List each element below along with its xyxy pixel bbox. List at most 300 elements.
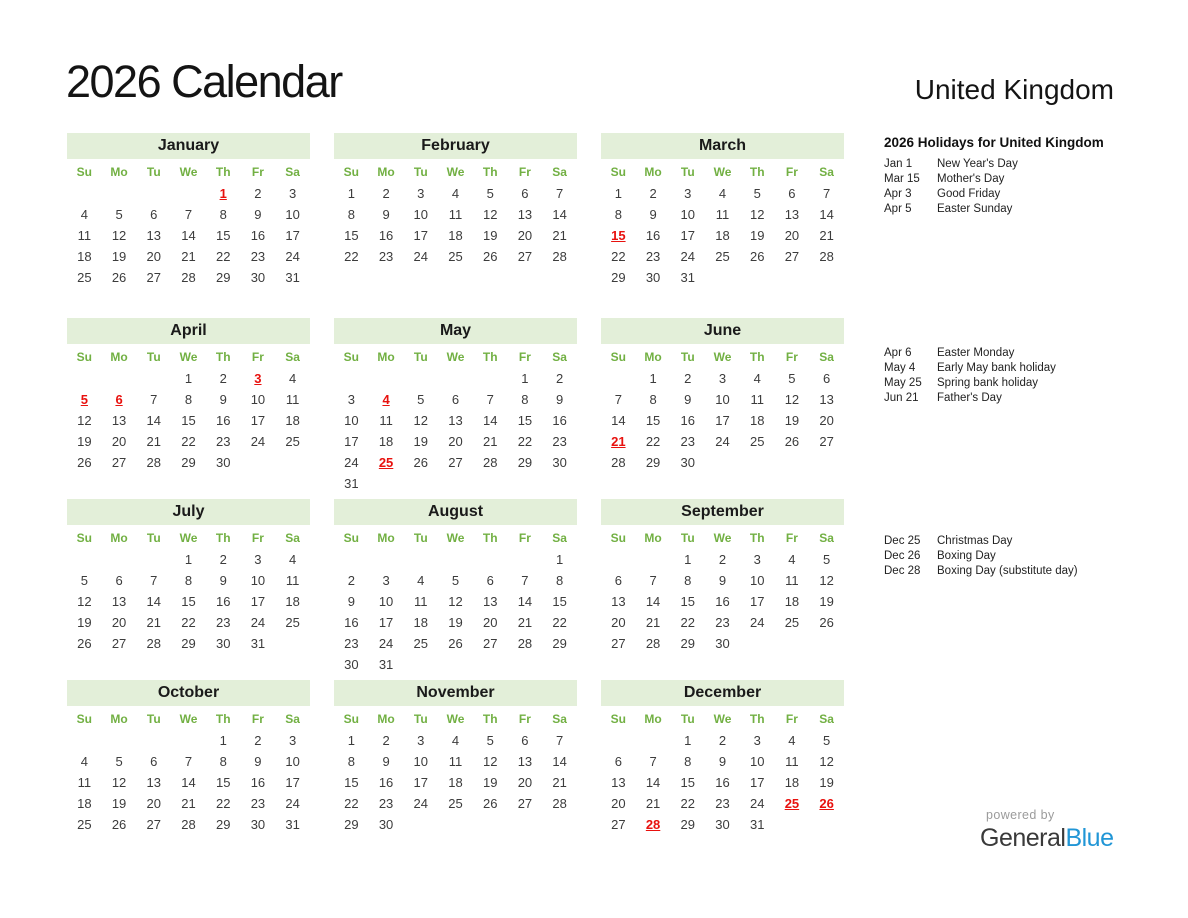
empty-cell xyxy=(136,730,171,751)
date-cell: 29 xyxy=(215,270,231,285)
date-cell: 26 xyxy=(819,615,834,630)
brand-logo xyxy=(980,824,1114,853)
empty-cell xyxy=(369,549,404,570)
date-cell: 2 xyxy=(219,552,227,567)
date-cell: 9 xyxy=(382,754,390,769)
date-cell: 24 xyxy=(680,249,696,264)
date-cell: 1 xyxy=(556,552,564,567)
holiday-item xyxy=(884,202,1018,217)
empty-cell xyxy=(438,368,473,389)
month-september xyxy=(601,499,844,654)
date-cell: 4 xyxy=(718,186,727,201)
date-cell: 16 xyxy=(715,594,730,609)
date-cell: 5 xyxy=(823,552,831,567)
date-cell: 7 xyxy=(649,573,657,588)
date-cell: 31 xyxy=(749,817,765,832)
weekday-label: Th xyxy=(749,531,765,545)
date-cell: 31 xyxy=(378,657,394,672)
date-cell: 27 xyxy=(482,636,498,651)
month-title: August xyxy=(334,499,577,525)
holiday-date-cell: 28 xyxy=(645,817,661,832)
date-cell: 26 xyxy=(482,796,498,811)
holiday-date-label: Jan 1 xyxy=(884,158,913,170)
holiday-date-cell: 1 xyxy=(219,186,227,201)
date-cell: 18 xyxy=(77,796,92,811)
date-cell: 18 xyxy=(715,228,730,243)
date-cell: 28 xyxy=(552,796,567,811)
weekday-label: Su xyxy=(343,165,360,179)
date-cell: 9 xyxy=(382,207,390,222)
weekday-label: Fr xyxy=(785,350,798,364)
date-cell: 11 xyxy=(750,392,764,407)
empty-cell xyxy=(136,549,171,570)
holiday-date-label: Apr 5 xyxy=(884,203,912,215)
weekday-label: Mo xyxy=(644,531,662,545)
date-cell: 7 xyxy=(649,754,657,769)
date-cell: 22 xyxy=(645,434,661,449)
date-cell: 27 xyxy=(111,455,127,470)
weekday-label: Mo xyxy=(110,165,128,179)
date-cell: 30 xyxy=(715,636,730,651)
date-cell: 17 xyxy=(413,228,429,243)
date-cell: 17 xyxy=(378,615,394,630)
holiday-date-cell: 21 xyxy=(611,434,626,449)
empty-cell xyxy=(473,368,508,389)
date-cell: 6 xyxy=(150,754,158,769)
date-cell: 16 xyxy=(715,775,730,790)
weekday-label: Th xyxy=(482,712,498,726)
date-cell: 23 xyxy=(552,434,567,449)
date-cell: 6 xyxy=(823,371,831,386)
date-cell: 18 xyxy=(77,249,92,264)
date-cell: 24 xyxy=(285,249,300,264)
date-cell: 14 xyxy=(482,413,498,428)
holiday-name-label: Christmas Day xyxy=(937,535,1013,547)
date-cell: 5 xyxy=(486,186,494,201)
date-cell: 4 xyxy=(289,371,297,386)
date-cell: 24 xyxy=(413,796,429,811)
date-cell: 29 xyxy=(680,817,696,832)
month-title: July xyxy=(67,499,310,525)
date-cell: 5 xyxy=(115,754,123,769)
date-cell: 23 xyxy=(250,796,266,811)
weekday-label: Mo xyxy=(377,165,395,179)
date-cell: 15 xyxy=(552,594,567,609)
date-cell: 24 xyxy=(413,249,429,264)
date-cell: 17 xyxy=(285,775,300,790)
weekday-label: Th xyxy=(749,350,765,364)
date-cell: 12 xyxy=(784,392,800,407)
date-cell: 3 xyxy=(347,392,355,407)
date-cell: 3 xyxy=(753,552,761,567)
date-cell: 1 xyxy=(521,371,529,386)
date-cell: 11 xyxy=(77,775,92,790)
date-cell: 16 xyxy=(378,775,394,790)
date-cell: 16 xyxy=(215,413,231,428)
date-cell: 18 xyxy=(749,413,765,428)
holiday-date-label: Mar 15 xyxy=(884,173,920,185)
date-cell: 5 xyxy=(753,186,761,201)
date-cell: 22 xyxy=(181,434,196,449)
date-cell: 12 xyxy=(819,754,834,769)
date-cell: 2 xyxy=(254,186,262,201)
month-march xyxy=(601,133,844,288)
date-cell: 11 xyxy=(285,392,300,407)
date-cell: 19 xyxy=(111,796,127,811)
date-cell: 27 xyxy=(146,817,162,832)
date-cell: 9 xyxy=(556,392,564,407)
date-cell: 3 xyxy=(254,552,262,567)
month-title: December xyxy=(601,680,844,706)
date-cell: 19 xyxy=(413,434,429,449)
date-cell: 20 xyxy=(482,615,498,630)
date-cell: 8 xyxy=(684,754,692,769)
date-cell: 29 xyxy=(517,455,533,470)
date-cell: 29 xyxy=(645,455,661,470)
month-title: May xyxy=(334,318,577,344)
date-cell: 30 xyxy=(215,455,231,470)
weekday-label: Fr xyxy=(785,712,798,726)
date-cell: 10 xyxy=(413,207,429,222)
empty-cell xyxy=(403,549,438,570)
date-cell: 26 xyxy=(784,434,800,449)
holiday-date-cell: 3 xyxy=(254,371,262,386)
date-cell: 15 xyxy=(645,413,661,428)
empty-cell xyxy=(67,183,102,204)
date-cell: 8 xyxy=(556,573,564,588)
month-august xyxy=(334,499,577,675)
weekday-label: Sa xyxy=(552,165,567,179)
holidays-group-1 xyxy=(884,157,1018,217)
date-cell: 27 xyxy=(784,249,800,264)
date-cell: 14 xyxy=(552,754,567,769)
date-cell: 5 xyxy=(486,733,494,748)
date-cell: 11 xyxy=(448,207,463,222)
date-cell: 10 xyxy=(250,392,266,407)
weekday-label: Mo xyxy=(110,531,128,545)
date-cell: 14 xyxy=(552,207,567,222)
holiday-item xyxy=(884,549,1078,564)
weekday-label: Tu xyxy=(680,165,695,179)
holiday-name-label: Easter Monday xyxy=(937,347,1015,359)
date-cell: 23 xyxy=(344,636,359,651)
date-cell: 3 xyxy=(289,186,297,201)
weekday-label: Fr xyxy=(518,712,531,726)
date-cell: 29 xyxy=(344,817,359,832)
weekday-label: Su xyxy=(76,712,93,726)
brand-blue-text: Blue xyxy=(1065,824,1114,852)
holiday-item xyxy=(884,391,1056,406)
date-cell: 9 xyxy=(649,207,657,222)
month-day-grid xyxy=(601,344,844,473)
date-cell: 14 xyxy=(645,775,661,790)
holidays-title: 2026 Holidays for United Kingdom xyxy=(884,135,1104,150)
weekday-label: Fr xyxy=(785,165,798,179)
date-cell: 11 xyxy=(414,594,428,609)
date-cell: 20 xyxy=(784,228,800,243)
date-cell: 10 xyxy=(285,207,300,222)
date-cell: 29 xyxy=(611,270,626,285)
weekday-label: Sa xyxy=(552,350,567,364)
date-cell: 27 xyxy=(517,796,533,811)
weekday-label: Th xyxy=(215,350,231,364)
empty-cell xyxy=(171,730,206,751)
holidays-group-2 xyxy=(884,346,1056,406)
date-cell: 29 xyxy=(215,817,231,832)
date-cell: 18 xyxy=(784,775,800,790)
date-cell: 15 xyxy=(344,228,359,243)
date-cell: 28 xyxy=(819,249,834,264)
date-cell: 23 xyxy=(645,249,661,264)
date-cell: 18 xyxy=(413,615,429,630)
date-cell: 12 xyxy=(111,775,127,790)
holiday-date-cell: 26 xyxy=(819,796,834,811)
weekday-label: We xyxy=(179,712,198,726)
date-cell: 30 xyxy=(250,817,266,832)
holiday-name-label: Spring bank holiday xyxy=(937,377,1039,389)
weekday-label: We xyxy=(713,165,732,179)
weekday-label: Sa xyxy=(552,531,567,545)
date-cell: 1 xyxy=(347,186,355,201)
date-cell: 13 xyxy=(517,754,533,769)
date-cell: 25 xyxy=(715,249,730,264)
date-cell: 27 xyxy=(111,636,127,651)
holiday-date-cell: 4 xyxy=(382,392,390,407)
holiday-item xyxy=(884,187,1018,202)
date-cell: 25 xyxy=(413,636,429,651)
date-cell: 15 xyxy=(215,228,231,243)
date-cell: 16 xyxy=(344,615,359,630)
date-cell: 5 xyxy=(823,733,831,748)
empty-cell xyxy=(67,549,102,570)
weekday-label: Sa xyxy=(285,350,300,364)
empty-cell xyxy=(102,368,137,389)
date-cell: 19 xyxy=(819,594,834,609)
date-cell: 10 xyxy=(715,392,730,407)
date-cell: 6 xyxy=(115,573,123,588)
month-title: January xyxy=(67,133,310,159)
weekday-label: Su xyxy=(610,350,627,364)
holiday-date-label: Apr 6 xyxy=(884,347,912,359)
date-cell: 30 xyxy=(250,270,266,285)
page-title: 2026 Calendar xyxy=(66,56,342,107)
date-cell: 6 xyxy=(521,186,529,201)
date-cell: 27 xyxy=(517,249,533,264)
weekday-label: Su xyxy=(76,165,93,179)
month-february xyxy=(334,133,577,267)
date-cell: 1 xyxy=(649,371,657,386)
weekday-label: Mo xyxy=(110,712,128,726)
weekday-label: We xyxy=(713,712,732,726)
holiday-date-label: Jun 21 xyxy=(884,392,919,404)
holiday-date-label: May 4 xyxy=(884,362,916,374)
date-cell: 11 xyxy=(715,207,730,222)
date-cell: 14 xyxy=(517,594,533,609)
weekday-label: Sa xyxy=(552,712,567,726)
date-cell: 5 xyxy=(115,207,123,222)
holiday-date-label: Dec 28 xyxy=(884,565,921,577)
holiday-date-label: Dec 25 xyxy=(884,535,921,547)
date-cell: 7 xyxy=(823,186,831,201)
date-cell: 25 xyxy=(285,615,300,630)
date-cell: 20 xyxy=(111,615,127,630)
weekday-label: Th xyxy=(749,165,765,179)
empty-cell xyxy=(67,368,102,389)
date-cell: 11 xyxy=(785,573,799,588)
date-cell: 25 xyxy=(448,249,463,264)
date-cell: 4 xyxy=(417,573,425,588)
holiday-item xyxy=(884,157,1018,172)
date-cell: 9 xyxy=(718,573,727,588)
empty-cell xyxy=(473,549,508,570)
weekday-label: Fr xyxy=(785,531,798,545)
month-title: October xyxy=(67,680,310,706)
weekday-label: Tu xyxy=(146,531,161,545)
date-cell: 15 xyxy=(181,594,196,609)
weekday-label: Mo xyxy=(644,165,662,179)
date-cell: 7 xyxy=(184,207,193,222)
month-title: April xyxy=(67,318,310,344)
date-cell: 13 xyxy=(146,775,162,790)
date-cell: 6 xyxy=(486,573,494,588)
date-cell: 20 xyxy=(611,796,626,811)
empty-cell xyxy=(171,183,206,204)
weekday-label: Mo xyxy=(644,712,662,726)
date-cell: 13 xyxy=(611,594,626,609)
date-cell: 1 xyxy=(684,552,692,567)
date-cell: 17 xyxy=(250,594,266,609)
date-cell: 18 xyxy=(448,228,463,243)
date-cell: 19 xyxy=(482,228,498,243)
date-cell: 7 xyxy=(521,573,529,588)
weekday-label: We xyxy=(713,531,732,545)
weekday-label: Sa xyxy=(285,712,300,726)
date-cell: 23 xyxy=(378,249,394,264)
date-cell: 1 xyxy=(684,733,692,748)
holiday-name-label: Mother's Day xyxy=(937,173,1005,185)
date-cell: 14 xyxy=(819,207,834,222)
weekday-label: Tu xyxy=(680,531,695,545)
weekday-label: Mo xyxy=(377,712,395,726)
date-cell: 2 xyxy=(718,733,727,748)
date-cell: 23 xyxy=(715,796,730,811)
weekday-label: We xyxy=(446,712,465,726)
date-cell: 20 xyxy=(819,413,834,428)
date-cell: 12 xyxy=(413,413,429,428)
month-may xyxy=(334,318,577,494)
date-cell: 11 xyxy=(379,413,393,428)
date-cell: 19 xyxy=(819,775,834,790)
date-cell: 28 xyxy=(146,455,162,470)
weekday-label: Su xyxy=(610,712,627,726)
date-cell: 18 xyxy=(448,775,463,790)
holiday-date-cell: 25 xyxy=(378,455,394,470)
date-cell: 21 xyxy=(146,434,162,449)
date-cell: 12 xyxy=(819,573,834,588)
date-cell: 20 xyxy=(111,434,127,449)
date-cell: 6 xyxy=(451,392,460,407)
weekday-label: Tu xyxy=(146,712,161,726)
date-cell: 28 xyxy=(645,636,661,651)
date-cell: 21 xyxy=(181,249,196,264)
weekday-label: Tu xyxy=(413,165,428,179)
date-cell: 15 xyxy=(181,413,196,428)
date-cell: 7 xyxy=(184,754,193,769)
weekday-label: We xyxy=(179,165,198,179)
date-cell: 26 xyxy=(448,636,463,651)
date-cell: 23 xyxy=(680,434,696,449)
date-cell: 5 xyxy=(417,392,425,407)
date-cell: 28 xyxy=(181,817,196,832)
date-cell: 25 xyxy=(77,270,92,285)
month-day-grid xyxy=(334,344,577,494)
date-cell: 14 xyxy=(146,594,162,609)
empty-cell xyxy=(601,549,636,570)
date-cell: 30 xyxy=(715,817,730,832)
date-cell: 3 xyxy=(382,573,390,588)
date-cell: 18 xyxy=(784,594,800,609)
date-cell: 15 xyxy=(680,594,696,609)
date-cell: 17 xyxy=(344,434,359,449)
date-cell: 6 xyxy=(614,754,622,769)
weekday-label: Tu xyxy=(680,712,695,726)
date-cell: 30 xyxy=(344,657,359,672)
empty-cell xyxy=(102,183,137,204)
date-cell: 27 xyxy=(146,270,162,285)
weekday-label: Mo xyxy=(377,531,395,545)
holiday-name-label: New Year's Day xyxy=(937,158,1018,170)
weekday-label: Tu xyxy=(413,712,428,726)
holiday-date-cell: 5 xyxy=(80,392,88,407)
month-day-grid xyxy=(67,525,310,654)
weekday-label: Th xyxy=(482,165,498,179)
date-cell: 8 xyxy=(219,754,227,769)
date-cell: 15 xyxy=(517,413,533,428)
date-cell: 16 xyxy=(215,594,231,609)
date-cell: 20 xyxy=(146,249,162,264)
date-cell: 15 xyxy=(215,775,231,790)
date-cell: 27 xyxy=(819,434,834,449)
weekday-label: Su xyxy=(76,531,93,545)
months-grid xyxy=(67,133,844,835)
month-title: June xyxy=(601,318,844,344)
date-cell: 19 xyxy=(749,228,765,243)
date-cell: 13 xyxy=(819,392,834,407)
date-cell: 19 xyxy=(448,615,463,630)
date-cell: 13 xyxy=(146,228,162,243)
weekday-label: Th xyxy=(215,712,231,726)
date-cell: 1 xyxy=(184,371,193,386)
weekday-label: Mo xyxy=(110,350,128,364)
date-cell: 8 xyxy=(521,392,529,407)
date-cell: 4 xyxy=(80,207,88,222)
date-cell: 12 xyxy=(482,207,498,222)
date-cell: 13 xyxy=(448,413,463,428)
date-cell: 23 xyxy=(215,434,231,449)
date-cell: 5 xyxy=(451,573,460,588)
holiday-item xyxy=(884,376,1056,391)
month-day-grid xyxy=(334,525,577,675)
date-cell: 12 xyxy=(482,754,498,769)
date-cell: 24 xyxy=(378,636,394,651)
month-title: March xyxy=(601,133,844,159)
weekday-label: We xyxy=(446,350,465,364)
date-cell: 9 xyxy=(684,392,692,407)
date-cell: 8 xyxy=(184,392,193,407)
holiday-name-label: Easter Sunday xyxy=(937,203,1013,215)
weekday-label: Tu xyxy=(146,350,161,364)
date-cell: 18 xyxy=(378,434,394,449)
